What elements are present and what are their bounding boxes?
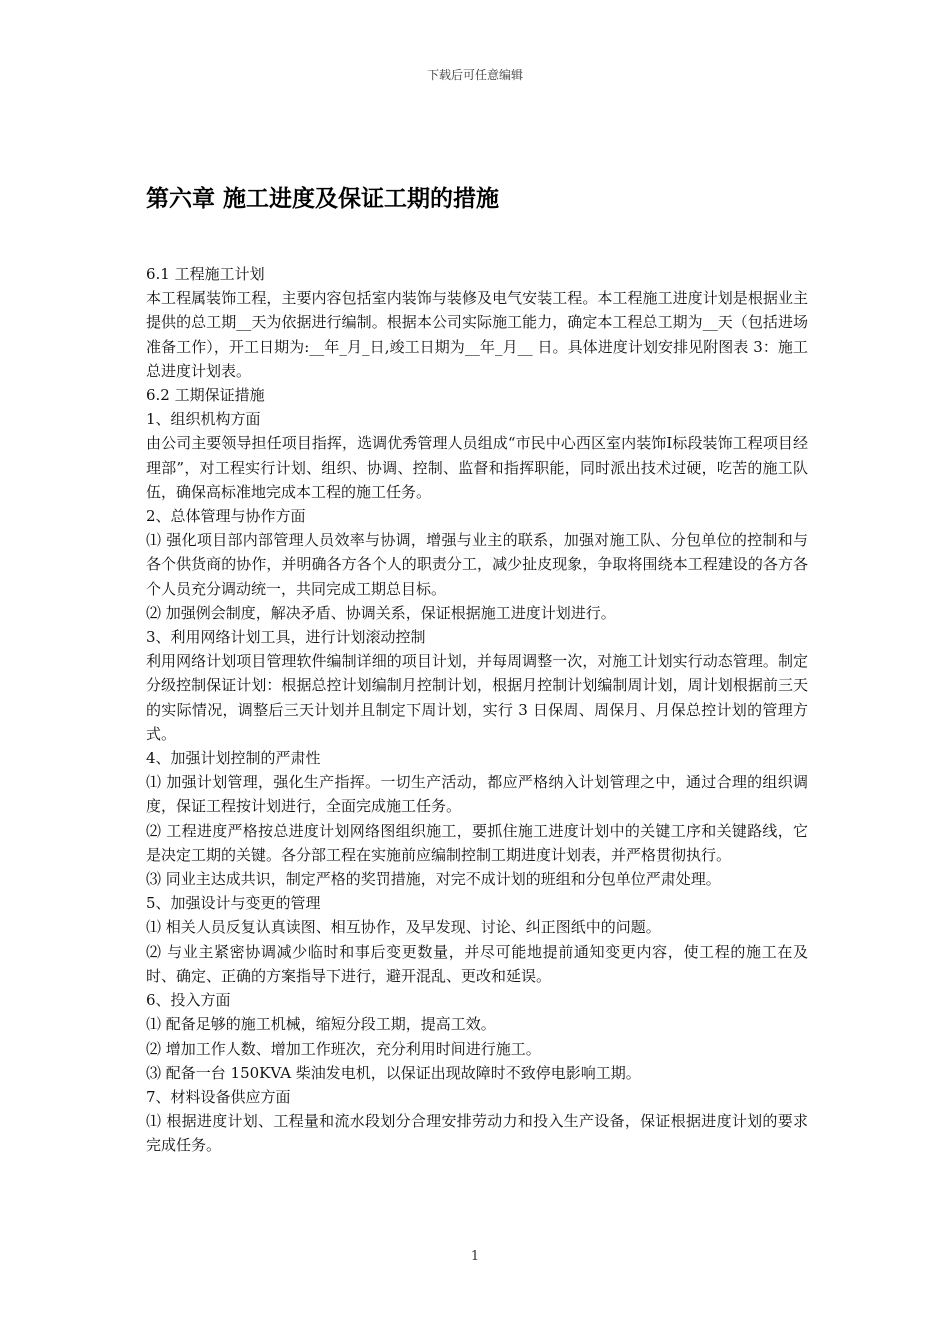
body-paragraph: ⑴ 配备足够的施工机械，缩短分段工期，提高工效。 [146, 1015, 496, 1034]
section-heading: 1、组织机构方面 [146, 410, 261, 429]
section-heading: 4、加强计划控制的严肃性 [146, 749, 321, 768]
body-paragraph: ⑵ 与业主紧密协调减少临时和事后变更数量，并尽可能地提前通知变更内容，使工程的施工在及时、确定、正确的方案指导下进行，避开混乱、更改和延误。 [146, 942, 808, 985]
body-paragraph: ⑵ 加强例会制度，解决矛盾、协调关系，保证根据施工进度计划进行。 [146, 603, 616, 622]
chapter-title: 第六章 施工进度及保证工期的措施 [146, 186, 500, 212]
body-paragraph: ⑴ 相关人员反复认真读图、相互协作，及早发现、讨论、纠正图纸中的问题。 [146, 918, 661, 937]
body-paragraph: 利用网络计划项目管理软件编制详细的项目计划，并每周调整一次，对施工计划实行动态管理。制定分级控制保证计划：根据总控计划编制月控制计划，根据月控制计划编制周计划，周计划根据前三天的实际情况，调整后三天计划并且制定下周计划，实行 3 日保周、周保月、月保总控计划的管理方式。 [146, 652, 808, 743]
section-heading: 6.2 工期保证措施 [146, 386, 265, 405]
section-heading: 2、总体管理与协作方面 [146, 507, 306, 526]
section-heading: 7、材料设备供应方面 [146, 1087, 291, 1106]
body-paragraph: 本工程属装饰工程，主要内容包括室内装饰与装修及电气安装工程。本工程施工进度计划是根据业主提供的总工期__天为依据进行编制。根据本公司实际施工能力，确定本工程总工期为__天（包括进场准备工作），开工日期为:__年_月_日,竣工日期为__年_月__ 日。具体进度计划安排见附图表 3：施工总进度计划表。 [146, 289, 808, 380]
section-heading: 6.1 工程施工计划 [146, 265, 265, 283]
body-paragraph: 由公司主要领导担任项目指挥，选调优秀管理人员组成“市民中心西区室内装饰Ⅰ标段装饰工程项目经理部”，对工程实行计划、组织、协调、控制、监督和指挥职能，同时派出技术过硬，吃苦的施工队伍，确保高标准地完成本工程的施工任务。 [146, 434, 808, 501]
section-heading: 6、投入方面 [146, 991, 231, 1010]
page-header: 下载后可任意编辑 [426, 68, 523, 82]
body-paragraph: ⑶ 同业主达成共识，制定严格的奖罚措施，对完不成计划的班组和分包单位严肃处理。 [146, 870, 721, 889]
body-paragraph: ⑴ 加强计划管理，强化生产指挥。一切生产活动，都应严格纳入计划管理之中，通过合理的组织调度，保证工程按计划进行，全面完成施工任务。 [146, 773, 808, 816]
body-paragraph: ⑵ 工程进度严格按总进度计划网络图组织施工，要抓住施工进度计划中的关键工序和关键路线，它是决定工期的关键。各分部工程在实施前应编制控制工期进度计划表，并严格贯彻执行。 [146, 821, 808, 864]
body-paragraph: ⑶ 配备一台 150KVA 柴油发电机，以保证出现故障时不致停电影响工期。 [146, 1063, 641, 1082]
document-body [146, 262, 808, 1158]
page-number: 1 [470, 1249, 480, 1264]
body-paragraph: ⑵ 增加工作人数、增加工作班次，充分利用时间进行施工。 [146, 1039, 541, 1058]
body-paragraph: ⑴ 强化项目部内部管理人员效率与协调，增强与业主的联系，加强对施工队、分包单位的控制和与各个供货商的协作，并明确各方各个人的职责分工，减少扯皮现象，争取将围绕本工程建设的各方各个人员充分调动统一，共同完成工期总目标。 [146, 531, 808, 598]
body-paragraph: ⑴ 根据进度计划、工程量和流水段划分合理安排劳动力和投入生产设备，保证根据进度计划的要求完成任务。 [146, 1112, 808, 1155]
section-heading: 3、利用网络计划工具，进行计划滚动控制 [146, 628, 426, 647]
section-heading: 5、加强设计与变更的管理 [146, 894, 321, 913]
